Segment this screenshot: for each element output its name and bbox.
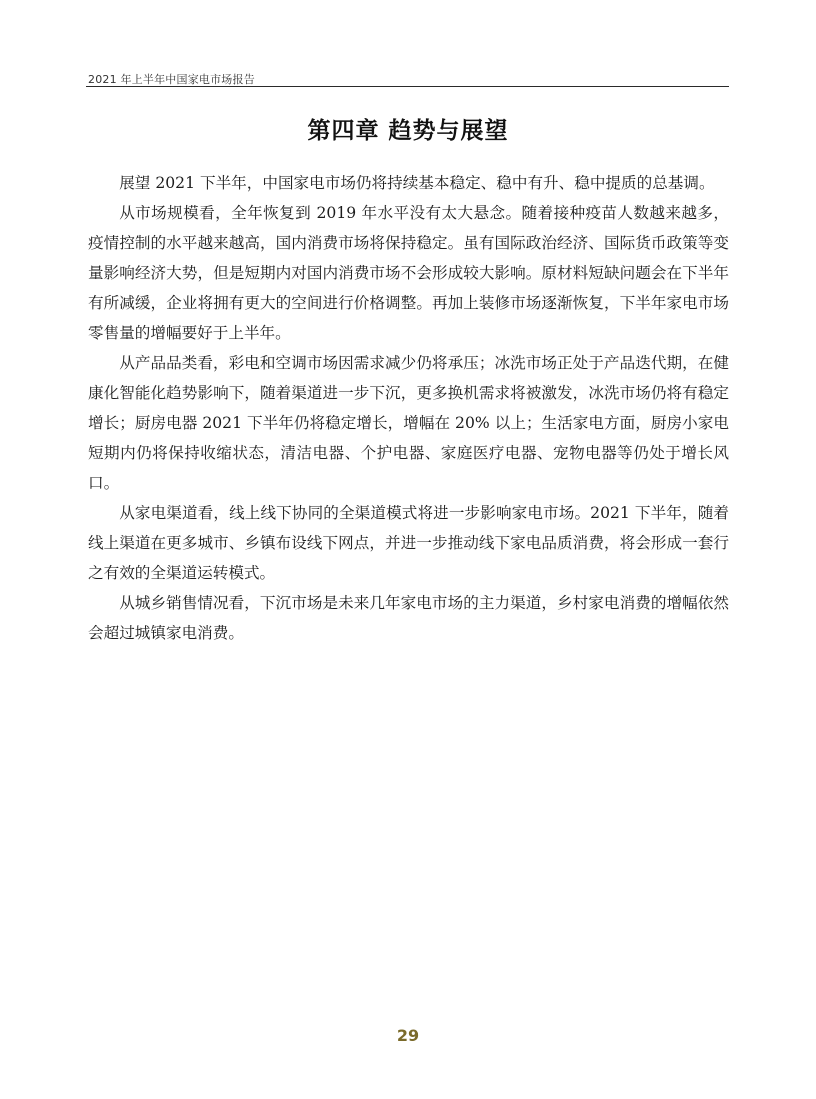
header-divider [86,86,729,87]
running-header: 2021 年上半年中国家电市场报告 [88,73,255,86]
page-number: 29 [396,1026,420,1045]
paragraph-channels: 从家电渠道看，线上线下协同的全渠道模式将进一步影响家电市场。2021 下半年，随着线上渠道在更多城市、乡镇布设线下网点，并进一步推动线下家电品质消费，将会形成一套行之有效的全渠道运转模式。 [88,504,729,582]
paragraph-urban-rural: 从城乡销售情况看，下沉市场是未来几年家电市场的主力渠道，乡村家电消费的增幅依然会超过城镇家电消费。 [88,594,729,642]
paragraph-product-categories: 从产品品类看，彩电和空调市场因需求减少仍将承压；冰洗市场正处于产品迭代期，在健康化智能化趋势影响下，随着渠道进一步下沉，更多换机需求将被激发，冰洗市场仍将有稳定增长；厨房电器 2021 下半年仍将稳定增长，增幅在 20% 以上；生活家电方面，厨房小家电短期内仍将保持收缩状态，清洁电器、个护电器、家庭医疗电器、宠物电器等仍处于增长风口。 [88,354,729,492]
body-text [88,168,729,648]
paragraph-market-scale: 从市场规模看，全年恢复到 2019 年水平没有太大悬念。随着接种疫苗人数越来越多，疫情控制的水平越来越高，国内消费市场将保持稳定。虽有国际政治经济、国际货币政策等变量影响经济大势，但是短期内对国内消费市场不会形成较大影响。原材料短缺问题会在下半年有所减缓，企业将拥有更大的空间进行价格调整。再加上装修市场逐渐恢复，下半年家电市场零售量的增幅要好于上半年。 [88,204,729,342]
paragraph-outlook: 展望 2021 下半年，中国家电市场仍将持续基本稳定、稳中有升、稳中提质的总基调。 [119,174,715,192]
chapter-title: 第四章 趋势与展望 [307,118,509,144]
